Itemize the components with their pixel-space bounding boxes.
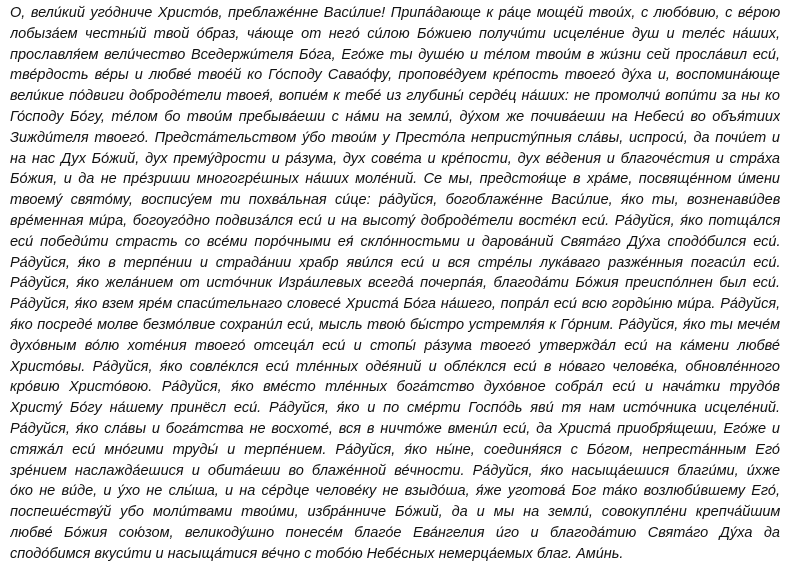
text-line: прославля́ем вели́чество Вседержи́теля Бо́га, Его́же ты душе́ю и те́лом твои́м в жи́зни сей просла́вил еси́, [10, 46, 780, 63]
text-line: любве́ Бо́жия сою́зом, великоду́шно понесе́м благо́е Ева́нгелия и́го и благода́тию Свята́го Ду́ха да [10, 524, 780, 541]
text-line: я́ко посреде́ молве безмо́лвие сохрани́л еси́, мысль твою́ бы́стро устремля́я к Го́рним. Ра́дуйся, я́ко ты мече́м [10, 316, 780, 333]
text-line: лобыза́ем честны́й твой о́браз, ча́юще от него́ си́лою Бо́жиею получи́ти исцеле́ние душ и теле́с на́ших, [10, 25, 780, 42]
text-line: Бо́жия, и да не пре́зриши многогре́шных на́ших моле́ний. Се мы, предстоя́ще в хра́ме, посвяще́нном и́мени [10, 171, 780, 188]
text-line: еси́ победи́ти страсть со все́ми поро́чными ея́ скло́нностьми и дарова́ний Свята́го Ду́ха сподо́бился еси́. [10, 233, 780, 250]
text-line: на нас Дух Бо́жий, дух прему́дрости и ра́зума, дух сове́та и кре́пости, дух ве́дения и благоче́стия и стра́ха [10, 150, 780, 167]
text-line: Зижди́теля твоего́. Предста́тельством у́бо твои́м у Престо́ла непристу́пныя сла́вы, испроси́, да почи́ет и [10, 129, 780, 146]
text-line: Го́споду Бо́гу, те́лом бо твои́м пребыва́еши с на́ми на земли́, ду́хом же почива́еши на Небеси́ во объя́тиих [10, 108, 780, 125]
text-line: Ра́дуйся, я́ко в терпе́нии и страда́нии храбр яви́лся еси́ и вся стре́лы лука́ваго разже́нныя погаси́л еси́. [10, 254, 780, 271]
text-line: тве́рдость ве́ры и любве́ твое́й ко Го́споду Савао́фу, пропове́дуем кре́пость твоего́ ду́ха и, воспомина́юще [10, 67, 780, 84]
text-line: О, вели́кий уго́дниче Христо́в, преблаже́нне Васи́лие! Припа́дающе к ра́це моще́й твои́х, с любо́вию, с ве́рою [10, 5, 780, 21]
text-line: Ра́дуйся, я́ко взем яре́м спаси́тельнаго словесе́ Христа́ Бо́га на́шего, попра́л еси́ всю горды́ню ми́ра. Ра́дуйся, [10, 296, 780, 313]
text-line: твоему́ свято́му, воспису́ем ти похва́льная си́це: ра́дуйся, богоблаже́нне Васи́лие, я́ко ты, возненави́дев [10, 192, 780, 209]
text-line: о́ко не ви́де, и у́хо не слы́ша, и на се́рдце челове́ку не взыдо́ша, я́же уготова́ Бог та́ко возлюби́вшему Его́, [10, 483, 780, 500]
text-line: стяжа́л еси́ мно́гими труды́ и терпе́нием. Ра́дуйся, я́ко ны́не, соединя́яся с Бо́гом, непреста́нным Его́ [10, 441, 780, 458]
text-line: Христу́ Бо́гу на́шему принёсл еси́. Ра́дуйся, я́ко и по сме́рти Госпо́дь яви́ тя нам исто́чника исцеле́ний. [10, 400, 780, 417]
text-line: духо́вным во́лю хоте́ния твоего́ отсеца́л еси́ и стопы́ ра́зума твоего́ утвержда́л еси́ на ка́мени любве́ [10, 337, 780, 354]
text-line: Христо́вы. Ра́дуйся, я́ко совле́клся еси́ тле́нных оде́яний и обле́клся еси́ в но́ваго челове́ка, обновле́нного [10, 358, 780, 375]
text-line: зре́нием наслажда́ешися и обита́еши во блаже́нной ве́чности. Ра́дуйся, я́ко насыща́ешися благи́ми, и́хже [10, 462, 780, 479]
text-line: поспеше́ству́й убо моли́твами твои́ми, избра́нниче Бо́жий, да и мы на земли́, совокупле́ни крепча́йшим [10, 504, 780, 521]
text-line: Ра́дуйся, я́ко жела́нием от исто́чник Изра́илевых всегда́ почерпа́я, благода́ти Бо́жия преиспо́лнен был еси́. [10, 275, 780, 292]
text-line: вели́кие по́двиги доброде́тели твоея́, вопие́м к тебе́ из глубины́ серде́ц на́ших: не промолчи́ вопи́ти за ны ко [10, 88, 780, 105]
text-line: сподо́бимся вкуси́ти и насыща́тися ве́чно с тобо́ю Небе́сных немерца́емых благ. Ами́нь. [10, 545, 624, 562]
text-line: вре́менная ми́ра, богоуго́дно подвиза́лся еси́ и на высоту́ доброде́тели восте́кл еси́. Ра́дуйся, я́ко потща́лся [10, 212, 780, 229]
text-line: Ра́дуйся, я́ко сла́вы и бога́тства не восхоте́, вся в ничто́же вмени́л еси́, да Христа́ приобря́щеши, Его́же и [10, 420, 780, 437]
text-line: кро́вию Христо́вою. Ра́дуйся, я́ко вме́сто тле́нных бога́тство духо́вное собра́л еси́ и нача́тки трудо́в [10, 379, 780, 396]
prayer-text [10, 3, 780, 565]
